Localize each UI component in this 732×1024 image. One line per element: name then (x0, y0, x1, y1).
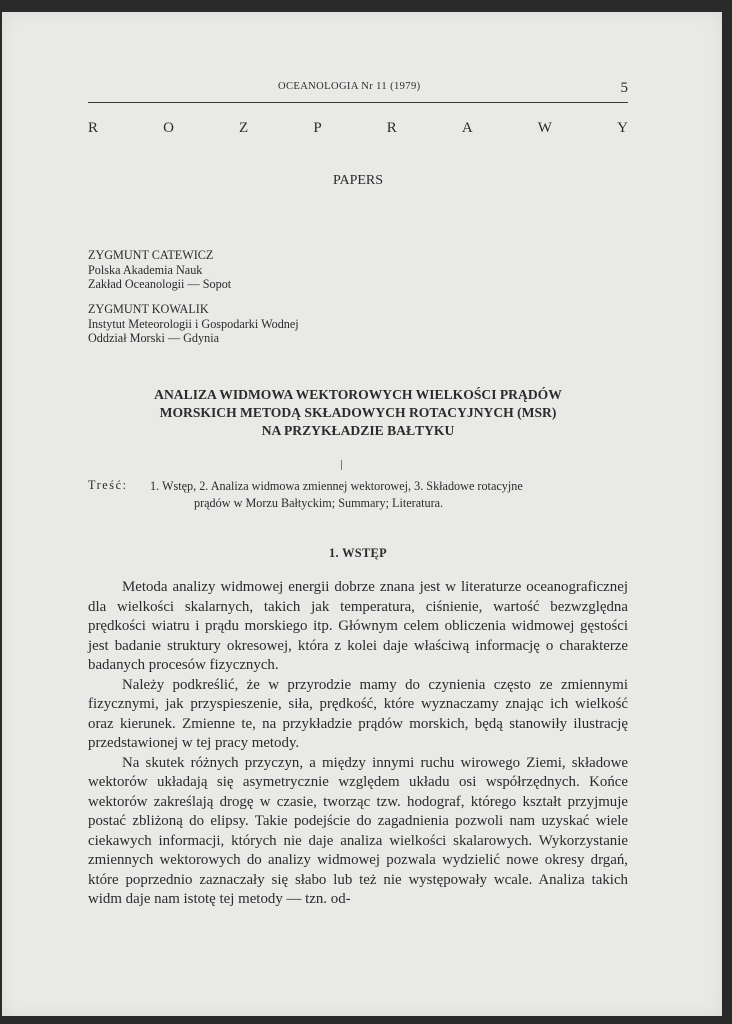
paragraph: Na skutek różnych przyczyn, a między innymi ruchu wirowego Ziemi, składowe wektorów układają się asymetrycznie względem układu osi współrzędnych. Końce wektorów zakreślają drogę w czasie, tworząc tzw. hodograf, którego kształt przyjmuje postać zbliżoną do elipsy. Takie podejście do zagadnienia pozwoli nam uzyskać wiele ciekawych informacji, których nie daje analiza wielkości skalarowych. Wykorzystanie zmiennych wektorowych do analizy widmowej pozwala wydzielić nowe okresy drgań, które poprzednio zaznaczały się słabo lub też nie występowały wcale. Analiza takich widm daje nam istotę tej metody — tzn. od- (88, 754, 628, 907)
section-title: 1. WSTĘP (329, 546, 387, 560)
papers-label: PAPERS (332, 173, 384, 188)
author-name: ZYGMUNT KOWALIK (88, 302, 209, 316)
contents-line: 1. Wstęp, 2. Analiza widmowa zmiennej wektorowej, 3. Składowe rotacyjne (150, 479, 523, 493)
paragraph: Metoda analizy widmowej energii dobrze znana jest w literaturze oceanograficznej dla wielkości skalarnych, takich jak temperatura, ciśnienie, wartość bezwzględna prędkości wiatru i prądu morskiego itp. Głównym celem obliczenia widmowej gęstości jest badanie struktury okresowej, która z kolei daje właściwą informację o charakterze badanych procesów fizycznych. (88, 579, 628, 673)
section-heading-rozprawy (88, 120, 628, 137)
author-block-2 (88, 302, 299, 346)
body-text (88, 578, 628, 910)
document-page (2, 12, 722, 1016)
rozprawy-letter: R (88, 120, 99, 136)
rozprawy-letter: P (313, 120, 322, 136)
title-line: MORSKICH METODĄ SKŁADOWYCH ROTACYJNYCH (MSR) (159, 405, 557, 420)
rozprawy-letter: Z (239, 120, 249, 136)
title-line: ANALIZA WIDMOWA WEKTOROWYCH WIELKOŚCI PRĄDÓW (154, 387, 562, 402)
journal-title: OCEANOLOGIA Nr 11 (1979) (278, 81, 421, 92)
author-affiliation: Instytut Meteorologii i Gospodarki Wodnej (88, 316, 299, 331)
page-number: 5 (620, 80, 628, 96)
author-block-1 (88, 248, 231, 292)
title-line: NA PRZYKŁADZIE BAŁTYKU (261, 423, 455, 438)
paragraph: Należy podkreślić, że w przyrodzie mamy do czynienia często ze zmiennymi fizycznymi, jak przyspieszenie, siła, prędkość, które wyznaczamy znając ich wielkość oraz kierunek. Zmienne te, na przykładzie prądów morskich, będą stanowiły ilustrację przedstawionej w tej pracy metody. (88, 676, 628, 751)
running-header (88, 72, 628, 103)
contents-line: prądów w Morzu Bałtyckim; Summary; Literatura. (194, 496, 444, 510)
author-affiliation: Zakład Oceanologii — Sopot (88, 277, 232, 292)
rozprawy-letter: W (537, 120, 552, 136)
author-name: ZYGMUNT CATEWICZ (88, 248, 214, 262)
rozprawy-letter: R (386, 120, 397, 136)
paper-title (88, 386, 628, 440)
rozprawy-letter: O (163, 120, 174, 136)
rozprawy-letter: Y (617, 120, 628, 136)
author-affiliation: Polska Akademia Nauk (88, 262, 203, 277)
print-mark (341, 460, 342, 470)
rozprawy-letter: A (461, 120, 473, 136)
author-affiliation: Oddział Morski — Gdynia (88, 331, 219, 346)
contents-label: Treść: (88, 478, 128, 492)
